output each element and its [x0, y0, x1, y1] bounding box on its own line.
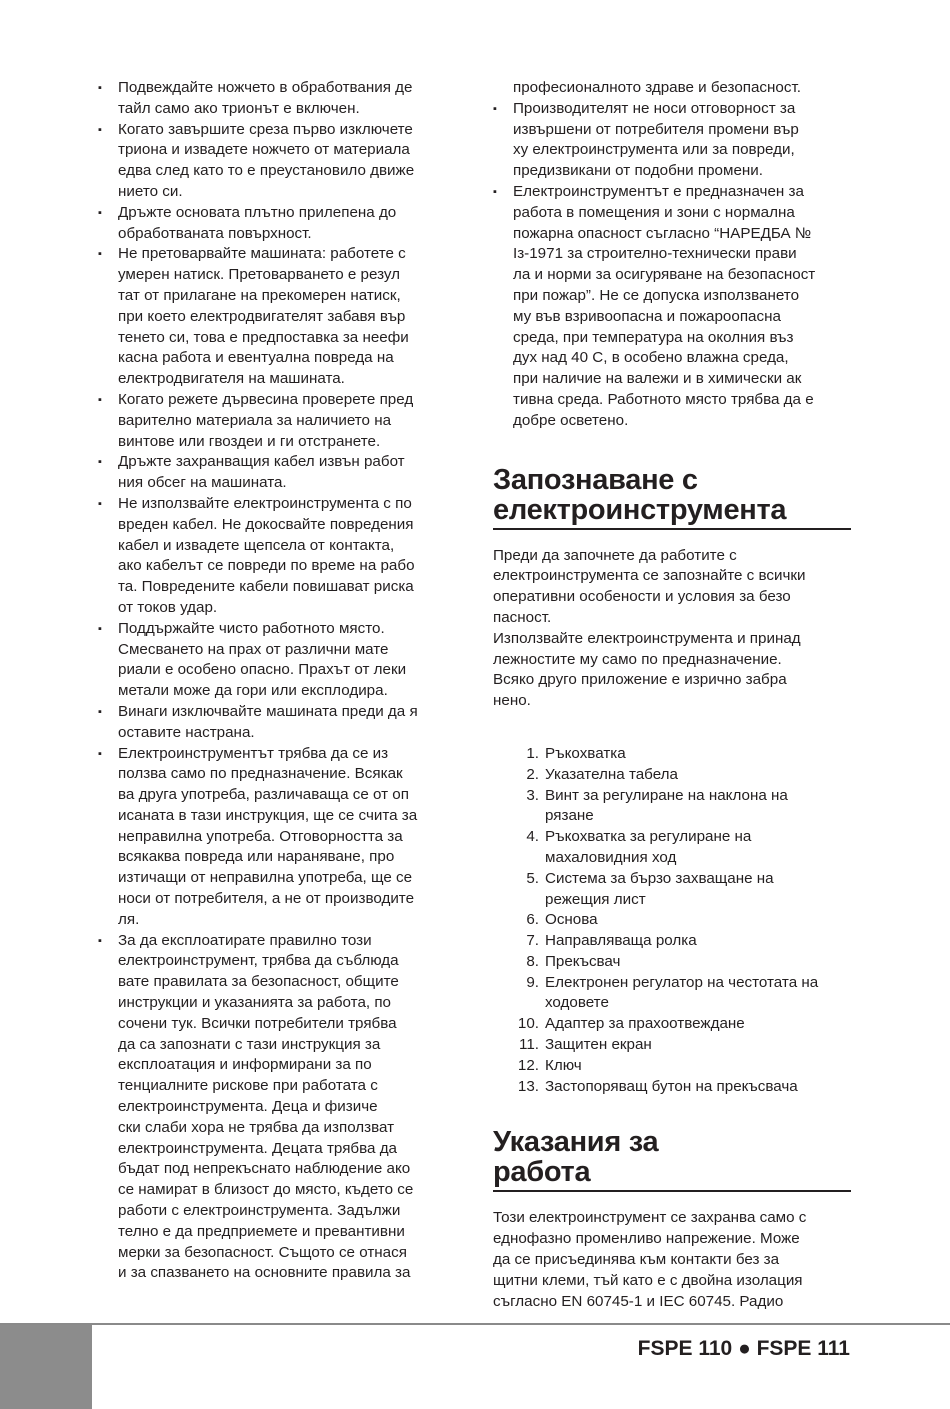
text-line: Винт за регулиране на наклона на: [545, 786, 788, 804]
text-line: касна работа и евентуална повреда на: [118, 349, 394, 367]
heading-line: работа: [493, 1156, 591, 1189]
power-supply-paragraph: [493, 1208, 851, 1312]
part-number: 12.: [517, 1056, 539, 1074]
text-line: Не използвайте електроинструмента с по: [118, 494, 412, 512]
text-line: рязане: [545, 807, 594, 825]
part-number: 6.: [526, 911, 539, 929]
text-line: съгласно EN 60745-1 и IEC 60745. Радио: [493, 1292, 784, 1310]
text-line: оставите настрана.: [118, 723, 255, 741]
part-label: [545, 1035, 851, 1056]
text-line: Преди да започнете да работите с: [493, 546, 737, 564]
text-line: електроинструмента. Децата трябва да: [118, 1139, 398, 1157]
bullet-item: [493, 99, 851, 182]
text-line: Когато завършите среза първо изключете: [118, 120, 413, 138]
text-line: Производителят не носи отговорност за: [513, 99, 796, 117]
part-item: [511, 827, 851, 869]
part-item: [511, 1056, 851, 1077]
text-line: мерки за безопасност. Същото се отнася: [118, 1243, 407, 1261]
bullet-item: [98, 744, 456, 931]
text-line: винтове или гвоздеи и ги отстранете.: [118, 432, 381, 450]
part-item: [511, 1035, 851, 1056]
bullet-item: [98, 494, 456, 619]
text-line: при наличие на валежи и в химически ак: [513, 370, 802, 388]
text-line: ски слаби хора не трябва да използват: [118, 1118, 395, 1136]
text-line: ва друга употреба, различаваща се от оп: [118, 786, 409, 804]
part-label: [545, 765, 851, 786]
text-line: Із-1971 за строително-технически прави: [513, 245, 797, 263]
text-line: ния обсег на машината.: [118, 474, 287, 492]
intro-paragraph: [493, 546, 851, 629]
text-line: Когато режете дървесина проверете пред: [118, 390, 414, 408]
part-label: [545, 786, 851, 828]
text-line: ако кабелът се повреди по време на рабо: [118, 557, 415, 575]
left-column: [98, 78, 456, 1284]
text-line: дух над 40 С, в особено влажна среда,: [513, 349, 789, 367]
text-line: електроинструмента се запознайте с всички: [493, 567, 806, 585]
bullet-item: [98, 203, 456, 245]
text-line: носи от потребителя, а не от производите: [118, 890, 415, 908]
part-item: [511, 973, 851, 1015]
usage-paragraph: [493, 629, 851, 712]
text-line: извършени от потребителя промени вър: [513, 120, 799, 138]
text-line: тенето си, това е предпоставка за неефи: [118, 328, 409, 346]
text-line: Основа: [545, 911, 598, 929]
bullet-item: [98, 702, 456, 744]
text-line: умерен натиск. Претоварването е резул: [118, 266, 401, 284]
text-line: предизвикани от подобни промени.: [513, 162, 763, 180]
text-line: нието си.: [118, 182, 183, 200]
bullet-item: [493, 182, 851, 432]
part-number: 9.: [526, 973, 539, 991]
text-line: при пожар”. Не се допуска използването: [513, 286, 800, 304]
text-line: Указателна табела: [545, 765, 678, 783]
page-tab-block: [0, 1325, 92, 1409]
part-label: [545, 910, 851, 931]
text-line: Защитен екран: [545, 1036, 652, 1054]
text-line: и за спазването на основните правила за: [118, 1264, 411, 1282]
text-line: тайл само ако трионът е включен.: [118, 99, 360, 117]
safety-bullet-list: [98, 78, 456, 1284]
text-line: оперативни особености и условия за безо: [493, 588, 791, 606]
text-line: се намират в близост до място, където се: [118, 1181, 414, 1199]
text-line: еднофазно променливо напрежение. Може: [493, 1230, 800, 1248]
bullet-item: [98, 931, 456, 1285]
part-label: [545, 744, 851, 765]
part-number: 10.: [517, 1015, 539, 1033]
text-line: Дръжте захранващия кабел извън работ: [118, 453, 405, 471]
text-line: електродвигателя на машината.: [118, 370, 345, 388]
heading-line: електроинструмента: [493, 493, 787, 526]
section-heading-familiarization: [493, 465, 851, 530]
text-line: Система за бързо захващане на: [545, 869, 774, 887]
text-line: вате правилата за безопасност, общите: [118, 973, 399, 991]
text-line: неправилна употреба. Отговорността за: [118, 827, 403, 845]
parts-list: [493, 744, 851, 1098]
text-line: Всяко друго приложение е изрично забра: [493, 671, 787, 689]
text-line: пожарна опасност съгласно “НАРЕДБА №: [513, 224, 812, 242]
part-item: [511, 765, 851, 786]
text-line: електроинструмента. Деца и физиче: [118, 1098, 378, 1116]
text-line: вреден кабел. Не докосвайте повредения: [118, 515, 414, 533]
text-line: Дръжте основата плътно прилепена до: [118, 203, 397, 221]
text-line: кабел и извадете щепсела от контакта,: [118, 536, 395, 554]
text-line: Електроинструментът трябва да се из: [118, 744, 389, 762]
text-line: работи с електроинструмента. Задължи: [118, 1202, 401, 1220]
text-line: метали може да гори или експлодира.: [118, 682, 388, 700]
text-line: Винаги изключвайте машината преди да я: [118, 702, 418, 720]
text-line: ла и норми за осигуряване на безопасност: [513, 266, 816, 284]
text-line: Застопоряващ бутон на прекъсвача: [545, 1077, 798, 1095]
text-line: ху електроинструмента или за повреди,: [513, 141, 795, 159]
text-line: Използвайте електроинструмента и принад: [493, 629, 801, 647]
text-line: работа в помещения и зони с нормална: [513, 203, 795, 221]
text-line: За да експлоатирате правилно този: [118, 931, 372, 949]
text-line: експлоатация и информирани за по: [118, 1056, 372, 1074]
part-number: 4.: [526, 828, 539, 846]
text-line: електроинструмент, трябва да съблюда: [118, 952, 399, 970]
bullet-item: [98, 390, 456, 452]
part-number: 8.: [526, 952, 539, 970]
part-number: 11.: [519, 1036, 539, 1054]
text-line: бъдат под непрекъснато наблюдение ако: [118, 1160, 411, 1178]
part-number: 5.: [526, 869, 539, 887]
text-line: при което електродвигателят забавя вър: [118, 307, 406, 325]
bullet-item: [98, 78, 456, 120]
part-item: [511, 1077, 851, 1098]
text-line: Ръкохватка: [545, 744, 626, 762]
safety-bullet-list-continued: [493, 99, 851, 432]
part-item: [511, 1014, 851, 1035]
text-line: Електронен регулатор на честотата на: [545, 973, 819, 991]
text-line: Този електроинструмент се захранва само с: [493, 1209, 807, 1227]
text-line: лежностите му само по предназначение.: [493, 650, 782, 668]
text-line: Направляваща ролка: [545, 932, 697, 950]
bullet-item: [98, 120, 456, 203]
text-line: тенциалните рискове при работата с: [118, 1077, 378, 1095]
text-line: едва след като то е преустановило движе: [118, 162, 415, 180]
text-line: да се присъединява към контакти без за: [493, 1251, 780, 1269]
model-name: FSPE 110 ● FSPE 111: [637, 1337, 850, 1360]
text-line: ля.: [118, 910, 140, 928]
part-item: [511, 744, 851, 765]
text-line: Електроинструментът е предназначен за: [513, 182, 804, 200]
text-line: всякаква повреда или нараняване, про: [118, 848, 395, 866]
text-line: Поддържайте чисто работното място.: [118, 619, 385, 637]
section-heading-operating-instructions: [493, 1127, 851, 1192]
text-line: Адаптер за прахоотвеждане: [545, 1015, 745, 1033]
text-line: да са запознати с тази инструкция за: [118, 1035, 381, 1053]
text-line: тивна среда. Работното място трябва да е: [513, 390, 814, 408]
part-label: [545, 827, 851, 869]
text-line: Не претоварвайте машината: работете с: [118, 245, 406, 263]
text-line: телно е да предприемете и превантивни: [118, 1222, 405, 1240]
text-line: ходовете: [545, 994, 609, 1012]
part-item: [511, 952, 851, 973]
text-line: пасност.: [493, 608, 552, 626]
part-label: [545, 1014, 851, 1035]
part-number: 2.: [526, 765, 539, 783]
part-item: [511, 786, 851, 828]
bullet-item: [98, 452, 456, 494]
part-item: [511, 931, 851, 952]
bullet-item: [98, 244, 456, 390]
text-line: инструкции и указанията за работа, по: [118, 994, 392, 1012]
text-line: махаловидния ход: [545, 848, 677, 866]
text-line: добре осветено.: [513, 411, 629, 429]
text-line: изтичащи от неправилна употреба, ще се: [118, 869, 413, 887]
text-line: обработваната повърхност.: [118, 224, 312, 242]
part-label: [545, 1077, 851, 1098]
text-line: варително материала за наличието на: [118, 411, 392, 429]
part-number: 3.: [526, 786, 539, 804]
part-label: [545, 869, 851, 911]
bullet-item: [98, 619, 456, 702]
part-label: [545, 952, 851, 973]
text-line: Ключ: [545, 1056, 582, 1074]
text-line: ползва само по предназначение. Всякак: [118, 765, 403, 783]
text-line: та. Повредените кабели повишават риска: [118, 578, 414, 596]
text-line: му във взривоопасна и пожароопасна: [513, 307, 781, 325]
footer-divider: [0, 1323, 950, 1325]
right-column: [493, 78, 851, 1312]
text-line: режещия лист: [545, 890, 646, 908]
part-item: [511, 869, 851, 911]
text-line: щитни клеми, тъй като е с двойна изолация: [493, 1271, 803, 1289]
text-line: тат от прилагане на прекомерен натиск,: [118, 286, 401, 304]
text-line: Прекъсвач: [545, 952, 621, 970]
text-line: Ръкохватка за регулиране на: [545, 828, 752, 846]
text-line: нено.: [493, 692, 531, 710]
part-number: 1.: [526, 744, 539, 762]
heading-line: Запознаване с: [493, 463, 698, 496]
text-line: среда, при температура на околния въз: [513, 328, 794, 346]
text-line: Смесването на прах от различни мате: [118, 640, 389, 658]
heading-line: Указания за: [493, 1126, 659, 1159]
text-line: сочени тук. Всички потребители трябва: [118, 1014, 397, 1032]
text-line: исаната в тази инструкция, ще се счита за: [118, 806, 418, 824]
text-line: триона и извадете ножчето от материала: [118, 141, 410, 159]
text-line: риали е особено опасно. Прахът от леки: [118, 661, 407, 679]
part-label: [545, 1056, 851, 1077]
part-number: 7.: [526, 932, 539, 950]
part-label: [545, 973, 851, 1015]
bullet-continuation: професионалното здраве и безопасност.: [513, 79, 801, 96]
part-label: [545, 931, 851, 952]
part-number: 13.: [517, 1077, 539, 1095]
text-line: Подвеждайте ножчето в обработвания де: [118, 79, 413, 96]
part-item: [511, 910, 851, 931]
text-line: от токов удар.: [118, 598, 218, 616]
